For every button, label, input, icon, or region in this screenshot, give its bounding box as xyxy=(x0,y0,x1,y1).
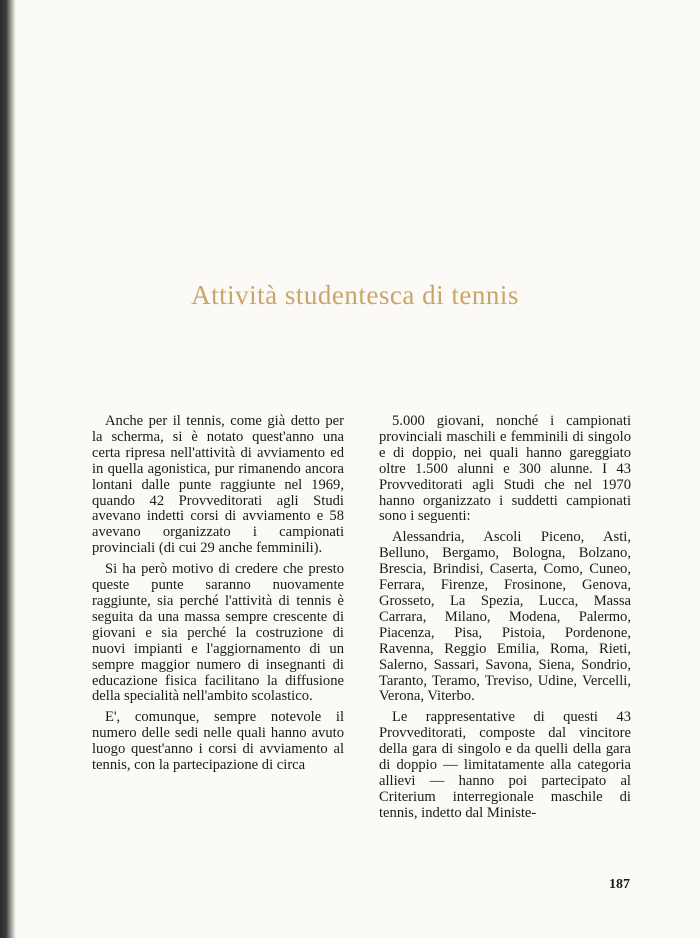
paragraph: Si ha però motivo di credere che presto queste punte saranno nuovamente raggiunte, sia perché l'attività di tennis è seguita da una massa sempre crescente di giovani e sia perché la costruzione di nuovi impianti e l'aggiornamento di un sempre maggior numero di insegnanti di educazione fisica facilitano la diffusione della specialità nell'ambito scolastico. xyxy=(92,561,344,705)
page-number: 187 xyxy=(609,877,630,892)
paragraph: Anche per il tennis, come già detto per la scherma, si è notato quest'anno una certa ripresa nell'attività di avviamento ed in quella agonistica, pur rimanendo ancora lontani dalle punte raggiunte nel 1969, quando 42 Provveditorati agli Studi avevano indetti corsi di avviamento e 58 avevano organizzato i campionati provinciali (di cui 29 anche femminili). xyxy=(92,413,344,557)
paragraph: 5.000 giovani, nonché i campionati provinciali maschili e femminili di singolo e di doppio, nei quali hanno gareggiato oltre 1.500 alunni e 300 alunne. I 43 Provveditorati agli Studi che nel 1970 hanno organizzato i suddetti campionati sono i seguenti: xyxy=(379,413,631,525)
right-column xyxy=(379,414,631,827)
page-title: Attività studentesca di tennis xyxy=(191,280,519,311)
book-spine-shadow xyxy=(0,0,16,938)
left-column xyxy=(92,414,344,779)
city-list: Alessandria, Ascoli Piceno, Asti, Belluno, Bergamo, Bologna, Bolzano, Brescia, Brindisi, Caserta, Como, Cuneo, Ferrara, Firenze, Frosinone, Genova, Grosseto, La Spezia, Lucca, Massa Carrara, Milano, Modena, Palermo, Piacenza, Pisa, Pistoia, Pordenone, Ravenna, Reggio Emilia, Roma, Rieti, Salerno, Sassari, Savona, Siena, Sondrio, Taranto, Teramo, Treviso, Udine, Vercelli, Verona, Viterbo. xyxy=(379,529,631,705)
paragraph: Le rappresentative di questi 43 Provveditorati, composte dal vincitore della gara di singolo e da quelli della gara di doppio — limitatamente alla categoria allievi — hanno poi partecipato al Criterium interregionale maschile di tennis, indetto dal Ministe- xyxy=(379,709,631,821)
paragraph: E', comunque, sempre notevole il numero delle sedi nelle quali hanno avuto luogo quest'anno i corsi di avviamento al tennis, con la partecipazione di circa xyxy=(92,709,344,774)
